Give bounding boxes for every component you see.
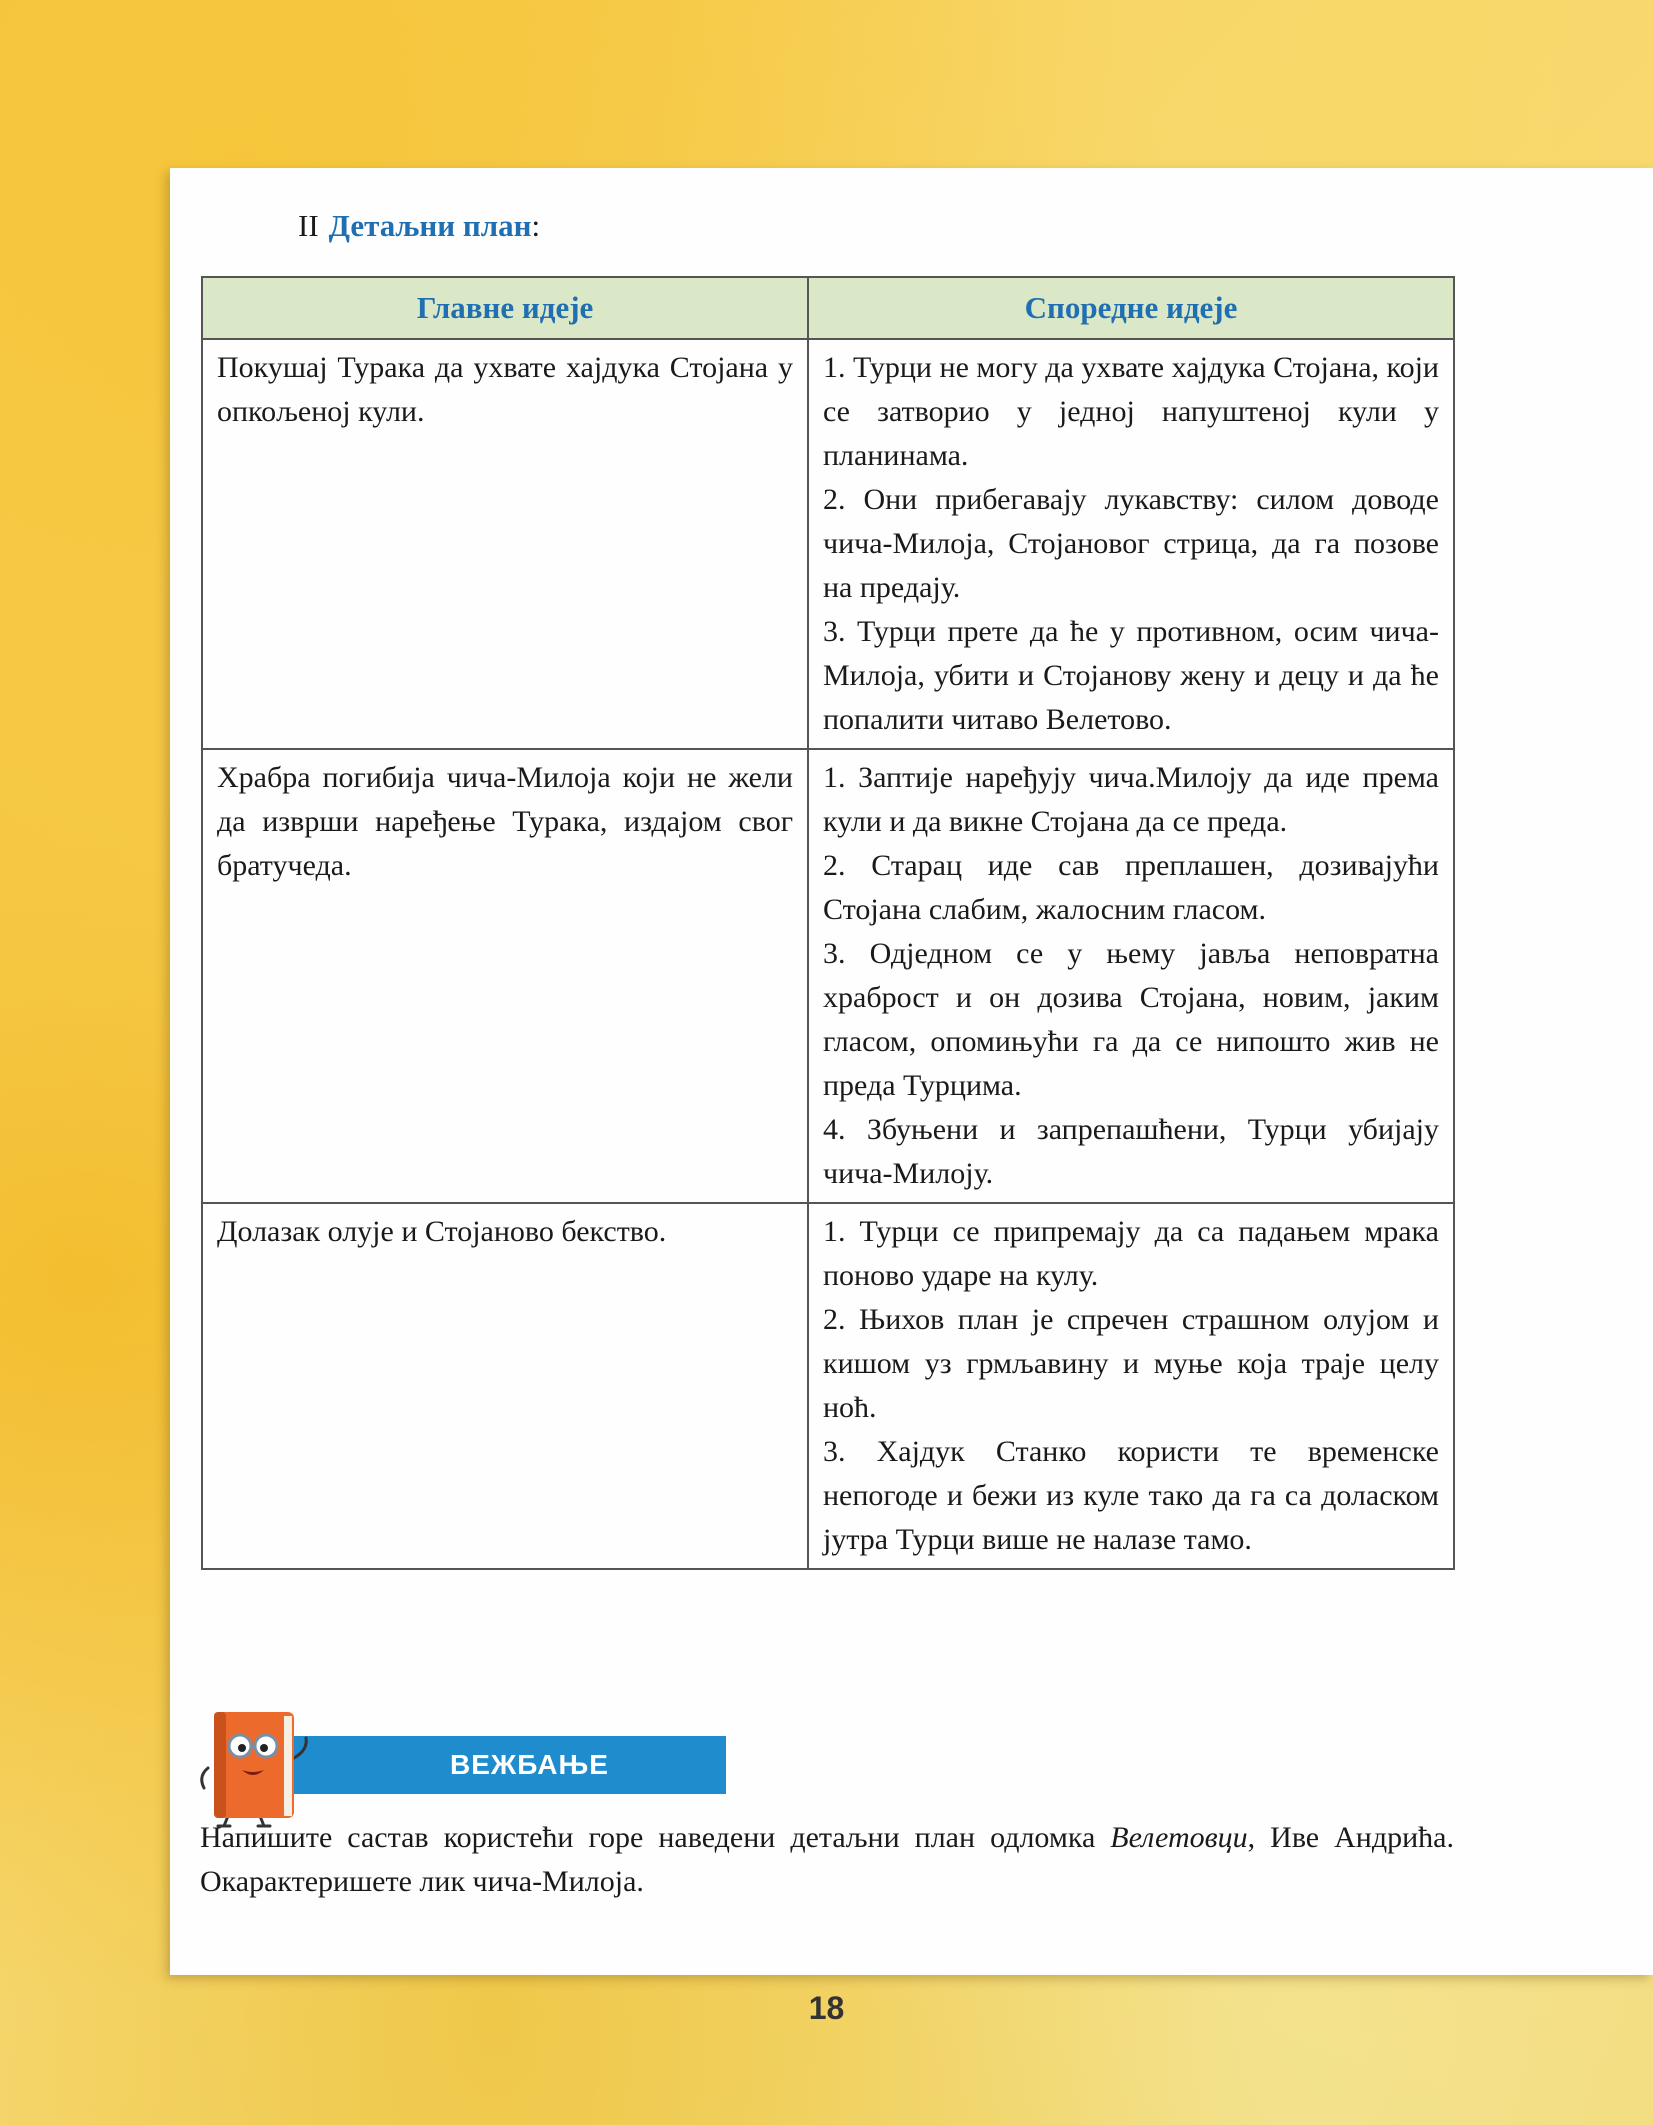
table-row — [202, 339, 1454, 749]
side-idea: 1. Заптије наређују чича.Милоју да иде према кули и да викне Стојана да се преда. — [823, 761, 1439, 838]
side-idea: 1. Турци се припремају да са падањем мрака поново ударе на кулу. — [823, 1215, 1439, 1292]
book-character-icon — [198, 1698, 318, 1828]
side-idea: 2. Они прибегавају лукавству: силом доводе чича-Милоја, Стојановог стрица, да га позове на предају. — [823, 483, 1439, 604]
detailed-plan-table — [201, 276, 1455, 1570]
page-number: 18 — [808, 1990, 845, 2026]
side-idea: 3. Турци прете да ће у противном, осим чича-Милоја, убити и Стојанову жену и децу и да ће попалити читаво Велетово. — [823, 615, 1439, 736]
main-idea-cell: Храбра погибија чича-Милоја који не жели да изврши наређење Турака, издајом свог братучеда. — [202, 749, 808, 1203]
side-ideas-cell — [808, 339, 1454, 749]
exercise-banner — [290, 1736, 726, 1794]
side-idea: 3. Хајдук Станко користи те временске непогоде и бежи из куле тако да га са доласком јутра Турци више не налазе тамо. — [823, 1435, 1439, 1556]
task-text-end: , Иве Андрића. Окарактеришете лик чича-Милоја. — [200, 1821, 1454, 1898]
side-idea: 2. Старац иде сав преплашен, дозивајући Стојана слабим, жалосним гласом. — [823, 849, 1439, 926]
page-sheet — [170, 168, 1653, 1975]
main-idea-cell: Долазак олује и Стојаново бекство. — [202, 1203, 808, 1569]
exercise-label: ВЕЖБАЊЕ — [450, 1749, 609, 1780]
table-row — [202, 749, 1454, 1203]
task-text-start: Напишите састав користећи горе наведени детаљни план одломка — [200, 1821, 1111, 1854]
exercise-task — [200, 1816, 1454, 1904]
side-ideas-cell — [808, 1203, 1454, 1569]
table-header-row — [202, 277, 1454, 339]
header-main-ideas: Главне идеје — [202, 277, 808, 339]
side-idea: 3. Одједном се у њему јавља неповратна храброст и он дозива Стојана, новим, јаким гласом, опомињући га да се нипошто жив не преда Турцима. — [823, 937, 1439, 1102]
side-idea: 4. Збуњени и запрепашћени, Турци убијају чича-Милоју. — [823, 1113, 1439, 1190]
work-title: Велетовци — [1110, 1821, 1248, 1854]
side-idea: 2. Њихов план је спречен страшном олујом и кишом уз грмљавину и муње која траје целу ноћ. — [823, 1303, 1439, 1424]
side-ideas-cell — [808, 749, 1454, 1203]
main-idea-cell: Покушај Турака да ухвате хајдука Стојана у опкољеној кули. — [202, 339, 808, 749]
section-title: Детаљни план — [328, 208, 532, 243]
header-side-ideas: Споредне идеје — [808, 277, 1454, 339]
side-idea: 1. Турци не могу да ухвате хајдука Стојана, који се затворио у једној напуштеној кули у планинама. — [823, 351, 1439, 472]
table-row — [202, 1203, 1454, 1569]
section-number: II — [298, 208, 319, 243]
section-heading — [298, 208, 540, 244]
section-colon: : — [531, 208, 541, 243]
